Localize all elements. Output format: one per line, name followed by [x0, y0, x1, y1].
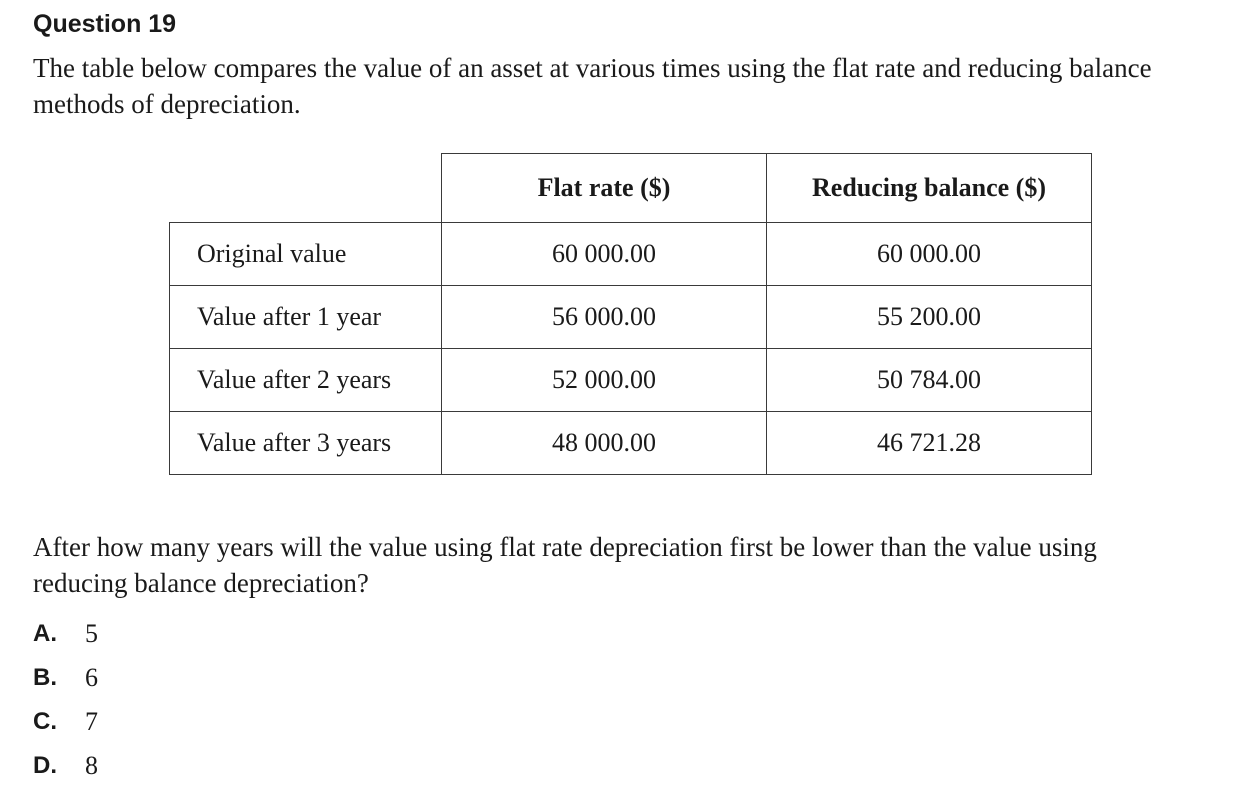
question-stem — [33, 50, 1233, 122]
option-letter: B. — [33, 664, 57, 691]
stem-line: The table below compares the value of an asset at various times using the flat rate and reducing balance — [33, 53, 1152, 83]
reducing-balance-header: Reducing balance ($) — [767, 154, 1092, 223]
row-label: Original value — [170, 223, 442, 286]
option-value: 6 — [85, 663, 98, 692]
flat-rate-value: 56 000.00 — [442, 286, 767, 349]
answer-option-c[interactable] — [33, 700, 98, 744]
answer-option-b[interactable] — [33, 656, 98, 700]
option-value: 5 — [85, 619, 98, 648]
option-value: 7 — [85, 707, 98, 736]
flat-rate-value: 60 000.00 — [442, 223, 767, 286]
row-label: Value after 1 year — [170, 286, 442, 349]
question-heading: Question 19 — [33, 10, 177, 38]
table-row — [170, 412, 1092, 475]
answer-options — [33, 612, 98, 788]
prompt-line: After how many years will the value using flat rate depreciation first be lower than the value using — [33, 532, 1097, 562]
table-row — [170, 286, 1092, 349]
table-row — [170, 349, 1092, 412]
reducing-balance-value: 60 000.00 — [767, 223, 1092, 286]
table-corner-cell — [170, 154, 442, 223]
option-letter: C. — [33, 708, 57, 735]
stem-line: methods of depreciation. — [33, 89, 301, 119]
depreciation-table — [169, 153, 1092, 475]
question-prompt — [33, 529, 1097, 601]
flat-rate-header: Flat rate ($) — [442, 154, 767, 223]
table-row — [170, 223, 1092, 286]
option-letter: D. — [33, 752, 57, 779]
option-letter: A. — [33, 620, 57, 647]
flat-rate-value: 48 000.00 — [442, 412, 767, 475]
reducing-balance-value: 46 721.28 — [767, 412, 1092, 475]
answer-option-a[interactable] — [33, 612, 98, 656]
row-label: Value after 2 years — [170, 349, 442, 412]
reducing-balance-value: 55 200.00 — [767, 286, 1092, 349]
answer-option-d[interactable] — [33, 744, 98, 788]
table-header-row — [170, 154, 1092, 223]
flat-rate-value: 52 000.00 — [442, 349, 767, 412]
option-value: 8 — [85, 751, 98, 780]
prompt-line: reducing balance depreciation? — [33, 568, 369, 598]
reducing-balance-value: 50 784.00 — [767, 349, 1092, 412]
row-label: Value after 3 years — [170, 412, 442, 475]
